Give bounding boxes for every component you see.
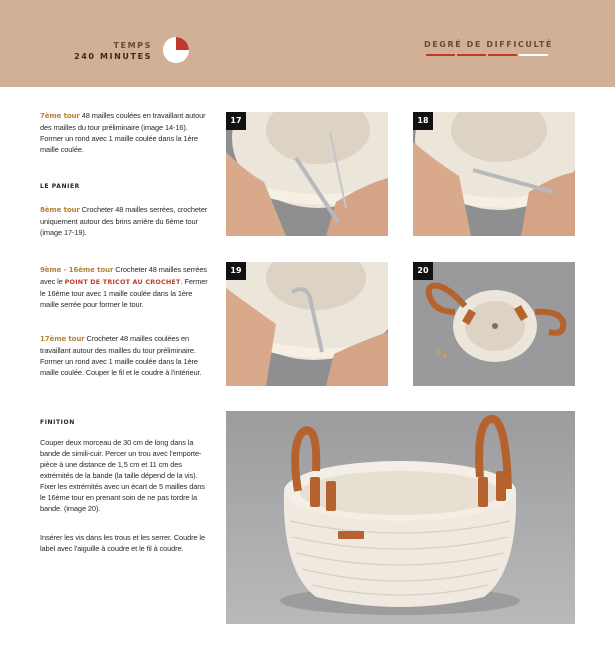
photo-18 bbox=[413, 112, 575, 236]
photo-17 bbox=[226, 112, 388, 236]
step-7 bbox=[40, 110, 212, 155]
difficulty-meter bbox=[426, 54, 548, 56]
header-band bbox=[0, 0, 615, 87]
photo-number: 17 bbox=[226, 112, 246, 130]
difficulty-bar bbox=[488, 54, 517, 56]
photo-number: 19 bbox=[226, 262, 246, 280]
section-title-panier: LE PANIER bbox=[40, 183, 80, 190]
difficulty-bar bbox=[426, 54, 455, 56]
photo-19 bbox=[226, 262, 388, 386]
step-title: 9ème - 16ème tour bbox=[40, 266, 114, 274]
photo-20 bbox=[413, 262, 575, 386]
step-9-16 bbox=[40, 264, 212, 310]
time-info bbox=[74, 40, 152, 62]
finition-paragraph-2: Insérer les vis dans les trous et les serrer. Coudre le label avec l'aiguille à coudre et le fil à coudre. bbox=[40, 533, 205, 553]
step-title: 7ème tour bbox=[40, 112, 80, 120]
step-text: Crocheter 48 mailles coulées en travaillant autour des mailles du tour préliminaire. Former un rond avec 1 maille coulée dans la 1ère maille coulée. Couper le fil et le coudre à l'intérieur. bbox=[40, 334, 202, 377]
difficulty-bar bbox=[457, 54, 486, 56]
step-17 bbox=[40, 333, 212, 378]
step-text: Crocheter 48 mailles serrées avec le bbox=[40, 265, 207, 286]
time-value: 240 MINUTES bbox=[74, 52, 152, 61]
step-text: . Fermer le 16ème tour avec 1 maille coulée dans la 1ère maille serrée pour former le tour. bbox=[40, 277, 208, 309]
step-title: 17ème tour bbox=[40, 335, 85, 343]
step-text: Crocheter 48 mailles serrées, crocheter uniquement autour des brins arrière du 6ème tour (image 17-19). bbox=[40, 205, 208, 237]
photo-number: 20 bbox=[413, 262, 433, 280]
timer-icon bbox=[163, 37, 189, 63]
difficulty-label: DEGRÉ DE DIFFICULTÉ bbox=[424, 40, 553, 49]
photo-number: 18 bbox=[413, 112, 433, 130]
difficulty-bar bbox=[519, 54, 548, 56]
stitch-name-highlight: POINT DE TRICOT AU CROCHET bbox=[64, 278, 181, 286]
photo-finished-basket bbox=[226, 411, 575, 624]
step-title: 8ème tour bbox=[40, 206, 80, 214]
section-title-finition: FINITION bbox=[40, 419, 75, 426]
step-text: 48 mailles coulées en travaillant autour des mailles du tour préliminaire (image 14-16). Former un rond avec 1 maille coulée dans la 1ère maille coulée. bbox=[40, 111, 206, 154]
step-8 bbox=[40, 204, 212, 238]
finition-paragraph-1: Couper deux morceau de 30 cm de long dans la bande de simili-cuir. Percer un trou avec l'emporte-pièce à une distance de 1,5 cm et 11 cm des extrémités de la bande (la taille dépend de la vis). Fixer les extrémités avec un écart de 5 mailles dans le 16ème tour en prenant soin de ne pas tordre la bande. (image 20). bbox=[40, 438, 205, 513]
time-label: TEMPS bbox=[113, 41, 152, 50]
